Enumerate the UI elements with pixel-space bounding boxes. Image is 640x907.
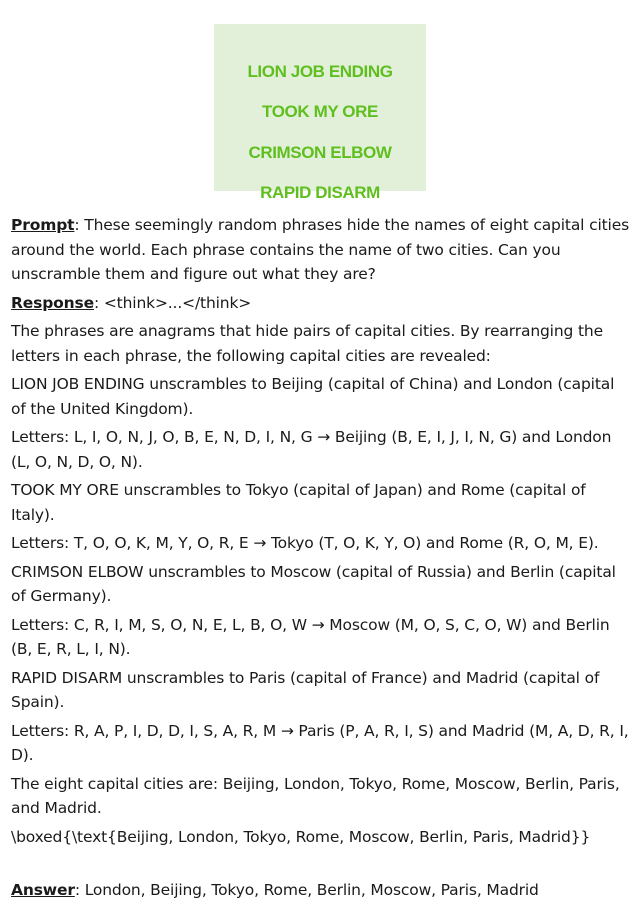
answer-label: Answer [11, 881, 75, 899]
response-paragraph: The eight capital cities are: Beijing, London, Tokyo, Rome, Moscow, Berlin, Paris, and Madrid. [11, 774, 620, 817]
puzzle-phrase-4: RAPID DISARM [260, 183, 380, 202]
puzzle-phrase-1: LION JOB ENDING [247, 62, 393, 81]
answer-paragraph [11, 878, 633, 903]
response-label: Response [11, 293, 94, 312]
response-paragraph: The phrases are anagrams that hide pairs of capital cities. By rearranging the letters in each phrase, the following capital cities are revealed: [11, 322, 603, 365]
boxed-answer: \boxed{\text{Beijing, London, Tokyo, Rome, Moscow, Berlin, Paris, Madrid}} [11, 827, 591, 846]
prompt-label: Prompt [11, 216, 75, 234]
response-paragraph: RAPID DISARM unscrambles to Paris (capital of France) and Madrid (capital of Spain). [11, 668, 600, 711]
response-paragraph: Letters: R, A, P, I, D, D, I, S, A, R, M → Paris (P, A, R, I, S) and Madrid (M, A, D, R, I, D). [11, 721, 629, 764]
response-header [11, 291, 633, 316]
response-paragraph: TOOK MY ORE unscrambles to Tokyo (capital of Japan) and Rome (capital of Italy). [11, 481, 586, 524]
response-paragraph: CRIMSON ELBOW unscrambles to Moscow (capital of Russia) and Berlin (capital of Germany). [11, 562, 616, 605]
document-body [11, 213, 633, 907]
response-paragraph: Letters: C, R, I, M, S, O, N, E, L, B, O, W → Moscow (M, O, S, C, O, W) and Berlin (B, E, R, L, I, N). [11, 615, 610, 658]
response-paragraph: Letters: L, I, O, N, J, O, B, E, N, D, I, N, G → Beijing (B, E, I, J, I, N, G) and London (L, O, N, D, O, N). [11, 428, 612, 471]
answer-text: : London, Beijing, Tokyo, Rome, Berlin, Moscow, Paris, Madrid [74, 881, 539, 899]
puzzle-image [214, 24, 426, 202]
puzzle-phrase-2: TOOK MY ORE [262, 102, 378, 121]
prompt-text: : These seemingly random phrases hide the names of eight capital cities around the world. Each phrase contains the name of two cities. Can you unscramble them and figure out what they are? [11, 216, 630, 283]
response-think: : <think>...</think> [94, 293, 252, 312]
puzzle-phrase-3: CRIMSON ELBOW [248, 143, 392, 162]
response-paragraph: Letters: T, O, O, K, M, Y, O, R, E → Tokyo (T, O, K, Y, O) and Rome (R, O, M, E). [11, 534, 599, 552]
response-paragraph: LION JOB ENDING unscrambles to Beijing (capital of China) and London (capital of the United Kingdom). [11, 375, 615, 418]
prompt-paragraph [11, 213, 633, 287]
spacer [11, 853, 633, 878]
